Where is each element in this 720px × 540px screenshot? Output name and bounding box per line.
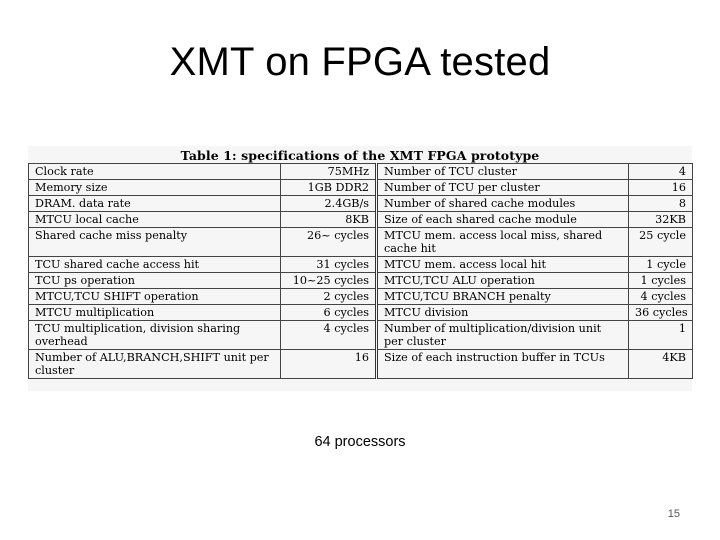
spec-name-cell: Shared cache miss penalty xyxy=(29,228,281,257)
spec-value-cell: 4 cycles xyxy=(629,289,693,305)
spec-name-cell: Size of each shared cache module xyxy=(377,212,629,228)
table-caption: Table 1: specifications of the XMT FPGA prototype xyxy=(180,148,540,163)
spec-value-cell: 26~ cycles xyxy=(281,228,377,257)
spec-value-cell: 4KB xyxy=(629,350,693,379)
spec-value-cell: 1 cycles xyxy=(629,273,693,289)
table-row xyxy=(29,228,693,257)
table-row xyxy=(29,257,693,273)
table-row xyxy=(29,350,693,379)
spec-value-cell: 16 xyxy=(629,180,693,196)
table-row xyxy=(29,321,693,350)
spec-name-cell: MTCU multiplication xyxy=(29,305,281,321)
spec-value-cell: 31 cycles xyxy=(281,257,377,273)
spec-name-cell: MTCU division xyxy=(377,305,629,321)
spec-value-cell: 25 cycle xyxy=(629,228,693,257)
specifications-table-image xyxy=(28,146,692,391)
spec-value-cell: 1 cycle xyxy=(629,257,693,273)
table-row xyxy=(29,196,693,212)
spec-value-cell: 2.4GB/s xyxy=(281,196,377,212)
spec-name-cell: MTCU mem. access local miss, shared cache hit xyxy=(377,228,629,257)
table-row xyxy=(29,273,693,289)
spec-name-cell: TCU multiplication, division sharing overhead xyxy=(29,321,281,350)
table-row xyxy=(29,180,693,196)
spec-name-cell: Number of TCU per cluster xyxy=(377,180,629,196)
spec-name-cell: TCU shared cache access hit xyxy=(29,257,281,273)
spec-name-cell: MTCU mem. access local hit xyxy=(377,257,629,273)
spec-value-cell: 1GB DDR2 xyxy=(281,180,377,196)
spec-value-cell: 75MHz xyxy=(281,164,377,180)
processor-count-caption: 64 processors xyxy=(314,434,406,450)
table-row xyxy=(29,212,693,228)
spec-value-cell: 6 cycles xyxy=(281,305,377,321)
spec-value-cell: 1 xyxy=(629,321,693,350)
spec-value-cell: 4 cycles xyxy=(281,321,377,350)
slide-number: 15 xyxy=(667,508,680,520)
spec-name-cell: Memory size xyxy=(29,180,281,196)
spec-value-cell: 2 cycles xyxy=(281,289,377,305)
table-row xyxy=(29,305,693,321)
slide-title: XMT on FPGA tested xyxy=(169,40,551,84)
spec-name-cell: Size of each instruction buffer in TCUs xyxy=(377,350,629,379)
spec-name-cell: Number of TCU cluster xyxy=(377,164,629,180)
spec-value-cell: 8 xyxy=(629,196,693,212)
spec-value-cell: 32KB xyxy=(629,212,693,228)
spec-name-cell: Number of multiplication/division unit per cluster xyxy=(377,321,629,350)
spec-name-cell: Number of shared cache modules xyxy=(377,196,629,212)
spec-name-cell: MTCU local cache xyxy=(29,212,281,228)
spec-name-cell: Clock rate xyxy=(29,164,281,180)
specifications-table xyxy=(28,163,693,379)
spec-value-cell: 10~25 cycles xyxy=(281,273,377,289)
spec-name-cell: MTCU,TCU BRANCH penalty xyxy=(377,289,629,305)
spec-name-cell: Number of ALU,BRANCH,SHIFT unit per cluster xyxy=(29,350,281,379)
spec-value-cell: 36 cycles xyxy=(629,305,693,321)
spec-name-cell: MTCU,TCU SHIFT operation xyxy=(29,289,281,305)
table-row xyxy=(29,289,693,305)
spec-name-cell: MTCU,TCU ALU operation xyxy=(377,273,629,289)
spec-value-cell: 16 xyxy=(281,350,377,379)
spec-value-cell: 4 xyxy=(629,164,693,180)
table-row xyxy=(29,164,693,180)
spec-value-cell: 8KB xyxy=(281,212,377,228)
spec-name-cell: TCU ps operation xyxy=(29,273,281,289)
spec-name-cell: DRAM. data rate xyxy=(29,196,281,212)
